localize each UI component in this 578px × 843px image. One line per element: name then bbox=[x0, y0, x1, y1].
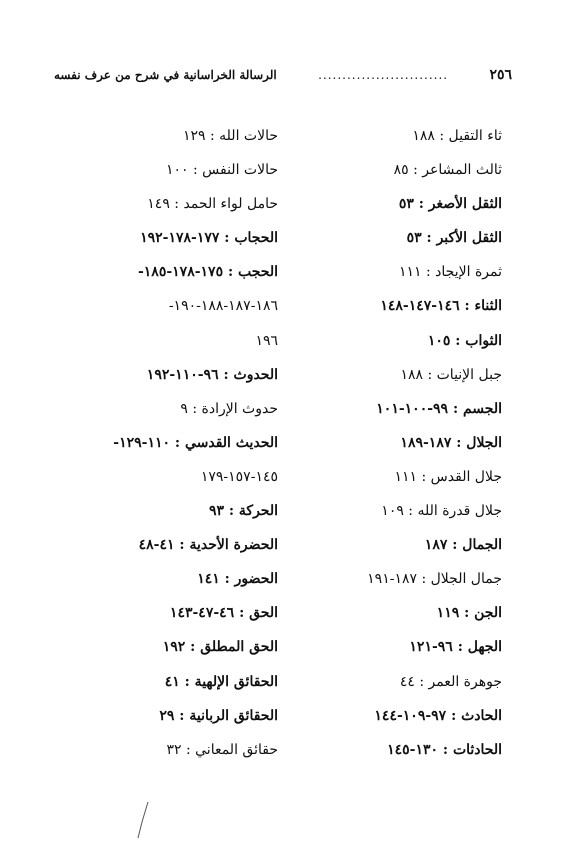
index-entry: الثقل الأكبر : ٥٣ bbox=[406, 230, 502, 247]
index-entry: الجن : ١١٩ bbox=[436, 605, 502, 622]
index-entry: الحجاب : ١٧٧-١٧٨-١٩٢ bbox=[140, 230, 278, 247]
header-dot-leader: ........................... bbox=[318, 68, 449, 82]
index-entry: الحقائق الإلهية : ٤١ bbox=[164, 673, 278, 690]
index-entry: الحديث القدسي : ١١٠-١٢٩- bbox=[113, 434, 278, 451]
index-entry: الحركة : ٩٣ bbox=[208, 503, 278, 520]
index-entry: الجلال : ١٨٧-١٨٩ bbox=[400, 434, 502, 451]
index-entry: ثاء التقيل : ١٨٨ bbox=[412, 128, 502, 144]
index-entry: حدوث الإرادة : ٩ bbox=[180, 400, 278, 417]
index-entry: الثقل الأصغر : ٥٣ bbox=[398, 196, 502, 213]
index-entry: ١٤٥-١٥٧-١٧٩ bbox=[200, 468, 278, 485]
index-entry: حامل لواء الحمد : ١٤٩ bbox=[147, 196, 278, 213]
index-entry: الحق المطلق : ١٩٢ bbox=[162, 639, 278, 656]
index-column-left bbox=[60, 119, 278, 767]
index-entry: الحضور : ١٤١ bbox=[197, 571, 278, 588]
index-entry: جلال قدرة الله : ١٠٩ bbox=[381, 503, 502, 520]
index-entry: الحجب : ١٧٥-١٧٨-١٨٥- bbox=[137, 264, 278, 281]
index-entry: الحضرة الأحدية : ٤١-٤٨ bbox=[138, 537, 278, 554]
index-entry: جوهرة العمر : ٤٤ bbox=[399, 673, 502, 690]
index-entry: الثناء : ١٤٦-١٤٧-١٤٨ bbox=[380, 298, 502, 315]
pen-mark bbox=[136, 800, 150, 840]
index-entry: الجسم : ٩٩-١٠٠-١٠١ bbox=[376, 400, 502, 417]
index-entry: ١٩٦ bbox=[255, 332, 278, 349]
index-entry: الحادثات : ١٣٠-١٤٥ bbox=[387, 741, 502, 758]
index-entry: جمال الجلال : ١٨٧-١٩١ bbox=[367, 571, 502, 588]
index-entry: الجهل : ٩٦-١٢١ bbox=[409, 639, 502, 656]
index-entry: الحق : ٤٦-٤٧-١٤٣ bbox=[169, 605, 278, 622]
index-entry: جلال القدس : ١١١ bbox=[394, 468, 502, 485]
index-entry: الحدوث : ٩٦-١١٠-١٩٢ bbox=[146, 366, 278, 383]
index-entry: ثالث المشاعر : ٨٥ bbox=[393, 162, 502, 179]
index-entry: الثواب : ١٠٥ bbox=[427, 332, 502, 349]
index-entry: جبل الإنيات : ١٨٨ bbox=[400, 366, 502, 383]
index-entry: الحقائق الربانية : ٢٩ bbox=[159, 707, 278, 724]
running-title: الرسالة الخراسانية في شرح من عرف نفسه bbox=[54, 68, 277, 82]
index-entry: الجمال : ١٨٧ bbox=[424, 537, 502, 554]
page-header bbox=[54, 64, 512, 86]
index-entry: ثمرة الإيجاد : ١١١ bbox=[399, 264, 502, 281]
index-entry: حقائق المعاني : ٣٢ bbox=[166, 741, 278, 758]
index-entry: حالات الله : ١٢٩ bbox=[182, 128, 278, 144]
index-entry: الحادث : ٩٧-١٠٩-١٤٤ bbox=[374, 707, 502, 724]
index-entry: حالات النفس : ١٠٠ bbox=[165, 162, 278, 179]
page-number: ٢٥٦ bbox=[489, 67, 512, 83]
index-entry: ١٨٦-١٨٧-١٨٨-١٩٠- bbox=[168, 298, 278, 315]
index-column-right bbox=[284, 119, 502, 767]
